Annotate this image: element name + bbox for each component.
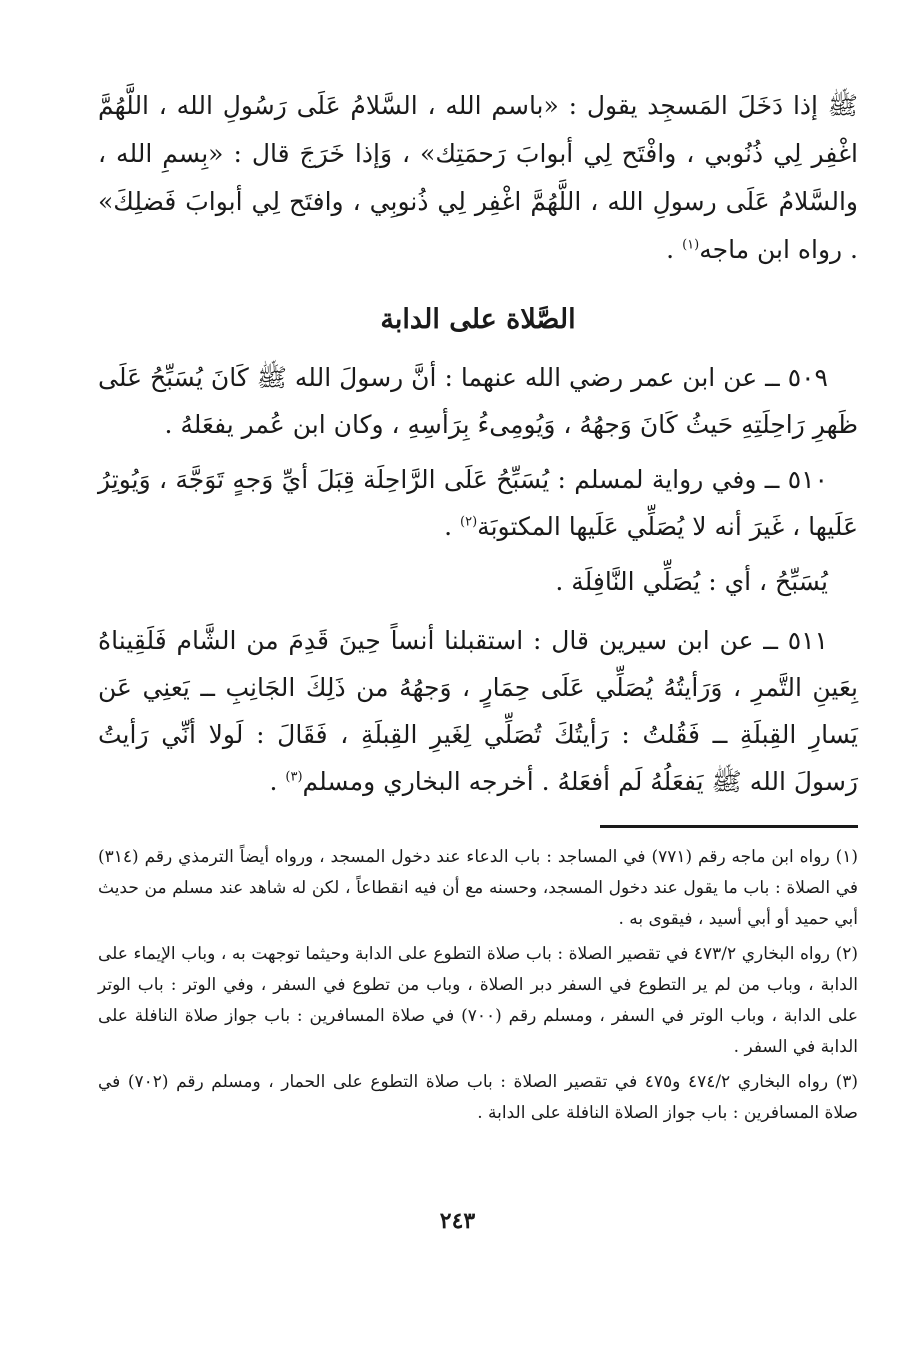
section-title: الصَّلاة على الدابة [380, 304, 576, 335]
hadith-510-text: ٥١٠ ــ وفي رواية لمسلم : يُسَبِّحُ عَلَى الرَّاحِلَة قِبَلَ أيِّ وَجهٍ تَوَجَّهَ ، وَيُوتِرُ عَلَيها ، غَيرَ أنه لا يُصَلِّي عَلَيها المكتوبَة [98, 465, 858, 541]
footnote-ref-3: (٣) [285, 769, 303, 785]
intro-paragraph [98, 82, 858, 274]
hadith-510 [98, 456, 858, 550]
gloss-note: يُسَبِّحُ ، أي : يُصَلِّي النَّافِلَة . [555, 567, 828, 596]
hadith-511-end: . [269, 767, 286, 796]
footnote-ref-1: (١) [682, 237, 700, 253]
hadith-511-text: ٥١١ ــ عن ابن سيرين قال : استقبلنا أنساً حِينَ قَدِمَ من الشَّام فَلَقِيناهُ بِعَينِ التَّمرِ ، وَرَأيتُهُ يُصَلِّي عَلَى حِمَارٍ ، وَجهُهُ من ذَلِكَ الجَانِبِ ــ يَعنِي عَن يَسارِ القِبلَةِ ــ فَقُلتُ : رَأيتُكَ تُصَلِّي لِغَيرِ القِبلَةِ ، فَقَالَ : لَولا أنِّي رَأيتُ رَسولَ الله ﷺ يَفعَلُهُ لَم أفعَلهُ . أخرجه البخاري ومسلم [98, 626, 858, 796]
hadith-510-end: . [444, 512, 461, 541]
intro-text: ﷺ إذا دَخَلَ المَسجِد يقول : «باسم الله ، السَّلامُ عَلَى رَسُولِ الله ، اللَّهُمَّ اغْفِر لِي ذُنُوبي ، وافْتَح لِي أبوابَ رَحمَتِك» ، وَإذا خَرَجَ قال : «بِسمِ الله ، والسَّلامُ عَلَى رسولِ الله ، اللَّهُمَّ اغْفِر لِي ذُنوبِي ، وافتَح لِي أبوابَ فَضلِكَ» . رواه ابن ماجه [98, 91, 858, 264]
intro-end: . [666, 235, 683, 264]
footnote-3: (٣) رواه البخاري ٤٧٤/٢ و٤٧٥ في تقصير الصلاة : باب صلاة التطوع على الحمار ، ومسلم رقم (٧٠٢) في صلاة المسافرين : باب جواز الصلاة النافلة على الدابة . [98, 1072, 858, 1123]
footnote-1: (١) رواه ابن ماجه رقم (٧٧١) في المساجد : باب الدعاء عند دخول المسجد ، ورواه أيضاً الترمذي رقم (٣١٤) في الصلاة : باب ما يقول عند دخول المسجد، وحسنه مع أن فيه انقطاعاً ، لكن له شاهد عند مسلم من حديث أبي حميد أو أبي أسيد ، فيقوى به . [98, 847, 858, 929]
hadith-509: ٥٠٩ ــ عن ابن عمر رضي الله عنهما : أنَّ رسولَ الله ﷺ كَانَ يُسَبِّحُ عَلَى ظَهرِ رَاحِلَتِهِ حَيثُ كَانَ وَجهُهُ ، وَيُومِىءُ بِرَأسِهِ ، وكان ابن عُمر يفعَلهُ . [98, 363, 858, 439]
footnote-2: (٢) رواه البخاري ٤٧٣/٢ في تقصير الصلاة : باب صلاة التطوع على الدابة وحيثما توجهت به ، وباب الإيماء على الدابة ، وباب من لم ير التطوع في السفر دبر الصلاة ، وباب من تطوع في السفر ، وفي الوتر : باب الوتر على الدابة ، وباب الوتر في السفر ، ومسلم رقم (٧٠٠) في صلاة المسافرين : باب جواز صلاة النافلة على الدابة في السفر . [98, 944, 858, 1057]
footnote-ref-2: (٢) [460, 514, 478, 530]
hadith-511 [98, 617, 858, 805]
page-number: ٢٤٣ [439, 1208, 476, 1234]
footnote-divider [600, 825, 858, 828]
page-body [98, 82, 858, 1133]
